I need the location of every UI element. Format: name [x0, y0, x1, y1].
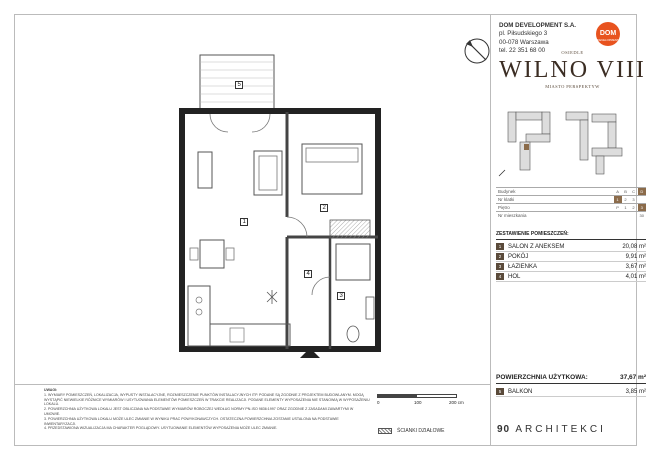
logo-text: DOM: [599, 30, 617, 37]
balcony-area: 3,85 m²: [625, 388, 646, 395]
site-plan-icon: [496, 104, 646, 182]
total-label: POWIERZCHNIA UŻYTKOWA:: [496, 374, 588, 381]
location-table: [496, 187, 646, 220]
note-2: 2. POWIERZCHNIA UŻYTKOWA LOKALU JEST OBLICZANA NA PODSTAWIE WYMIARÓW ROBOCZEJ WEDŁUG NORMY PN-ISO 9836:1997 ORAZ ZGODNIE Z ZASADAMI ZAWARTYMI W UMOWIE.: [44, 407, 354, 416]
room-row: [496, 272, 646, 282]
note-1: 1. WYMIARY POMIESZCZEŃ, LOKALIZACJA, WYPUSTY INSTALACYJNE, ROZMIESZCZENIE PUNKTÓW INSTALACYJNYCH ITP. PODANE SĄ ZGODNIE Z PROJEKTEM BUDOWLANYM. MOGĄ WYSTĄPIĆ NIEWIELKIE RÓŻNICE WYMIARÓW I USYTUOWANIA ELEMENTÓW POMIESZCZEŃ W TRAKCIE REALIZACJI. PODANE ELEMENTY WYPOSAŻENIA NIE STANOWIĄ W WYPOSAŻENIU LOKALU.: [44, 392, 370, 407]
location-label: Nr klatki: [496, 196, 614, 204]
location-cell: 2: [622, 196, 630, 204]
balcony-number: 5: [496, 388, 504, 395]
location-cell: [622, 212, 630, 220]
location-cell: 2: [630, 204, 638, 212]
location-cell: 30: [639, 213, 644, 219]
location-cell: B: [622, 188, 630, 196]
room-name: ŁAZIENKA: [508, 263, 538, 270]
room-area: 3,67 m²: [625, 263, 646, 270]
room-row: [496, 252, 646, 262]
location-label: Budynek: [496, 188, 614, 196]
room-number: 2: [496, 253, 504, 260]
estate-top-label: OSIEDLE: [561, 50, 584, 55]
location-cell-selected: 3: [638, 204, 646, 212]
location-cell: C: [630, 188, 638, 196]
room-name: HOL: [508, 273, 521, 280]
north-arrow-icon: [462, 36, 492, 66]
location-cell: A: [614, 188, 622, 196]
balcony-row: [496, 387, 646, 397]
room-number: 4: [496, 273, 504, 280]
room-number: 1: [496, 243, 504, 250]
notes-divider: [14, 384, 490, 385]
plan-label-living: 1: [240, 218, 248, 226]
apartment-floor-plan: [170, 52, 390, 370]
location-cell-selected: 1: [614, 196, 622, 204]
rooms-heading: ZESTAWIENIE POMIESZCZEŃ:: [496, 231, 646, 240]
info-panel: [494, 0, 651, 460]
total-value: 37,67 m²: [619, 374, 646, 381]
location-cell: P: [614, 204, 622, 212]
panel-divider: [490, 14, 491, 446]
logo-subtext: DEVELOPMENT: [597, 38, 619, 42]
company-phone: tel. 22 351 68 00: [499, 47, 546, 55]
architect-logo: 90: [497, 424, 511, 435]
plan-label-bathroom: 3: [337, 292, 345, 300]
legend-label: ŚCIANKI DZIAŁOWE: [397, 428, 445, 434]
legend-partition-walls: [378, 428, 445, 434]
plan-label-balcony: 5: [235, 81, 243, 89]
room-area: 4,01 m²: [625, 273, 646, 280]
location-row-building: [496, 188, 646, 196]
room-area: 20,08 m²: [622, 243, 646, 250]
location-row-stairwell: [496, 196, 646, 204]
estate-name: WILNO VIII: [499, 57, 646, 83]
room-row: [496, 262, 646, 272]
estate-subtitle: MIASTO PERSPEKTYW: [545, 84, 600, 89]
location-row-floor: [496, 204, 646, 212]
note-4: 4. PRZEDSTAWIONA WIZUALIZACJA MA CHARAKTER POGLĄDOWY. USYTUOWANIE ELEMENTÓW WYPOSAŻENIA MOŻE ULEC ZMIANIE.: [44, 426, 278, 431]
balcony-name: BALKON: [508, 388, 533, 395]
plan-label-hall: 4: [304, 270, 312, 278]
company-address-2: 00-078 Warszawa: [499, 38, 549, 46]
location-cell-selected: D: [638, 188, 646, 196]
location-cell: [614, 212, 622, 220]
dom-development-logo-icon: [590, 20, 626, 48]
scale-end: 200 cm: [449, 400, 464, 405]
notes-block: [44, 388, 370, 431]
plan-label-bedroom: 2: [320, 204, 328, 212]
location-cell: 3: [630, 196, 638, 204]
estate-branding: [494, 50, 651, 89]
scale-mid: 100: [414, 400, 422, 405]
room-name: POKÓJ: [508, 253, 529, 260]
room-row: [496, 242, 646, 252]
scale-bar: [377, 394, 467, 408]
architect-credit: [497, 424, 606, 435]
scale-start: 0: [377, 400, 380, 405]
architect-name: ARCHITEKCI: [515, 424, 606, 435]
location-label: Nr mieszkania: [496, 212, 614, 220]
location-cell: [630, 212, 638, 220]
location-label: Piętro: [496, 204, 614, 212]
note-3: 3. POWIERZCHNIA UŻYTKOWA LOKALU MOŻE ULEC ZMIANIE W WYNIKU PRAC POWYKONAWCZYCH. OSTATECZNA POWIERZCHNIA ZOSTANIE USTALONA NA PODSTAWIE INWENTARYZACJI.: [44, 416, 339, 426]
room-number: 3: [496, 263, 504, 270]
location-cell: [638, 196, 646, 204]
location-cell: 1: [622, 204, 630, 212]
hatch-swatch: [378, 428, 392, 434]
company-name: DOM DEVELOPMENT S.A.: [499, 22, 577, 29]
room-name: SALON Z ANEKSEM: [508, 243, 565, 250]
company-address-1: pl. Piłsudskiego 3: [499, 30, 548, 38]
room-area: 9,91 m²: [625, 253, 646, 260]
total-usable-area: [496, 374, 646, 384]
rooms-list: [496, 242, 646, 282]
location-row-apartment: [496, 212, 646, 220]
notes-title: UWAGI:: [44, 388, 58, 392]
